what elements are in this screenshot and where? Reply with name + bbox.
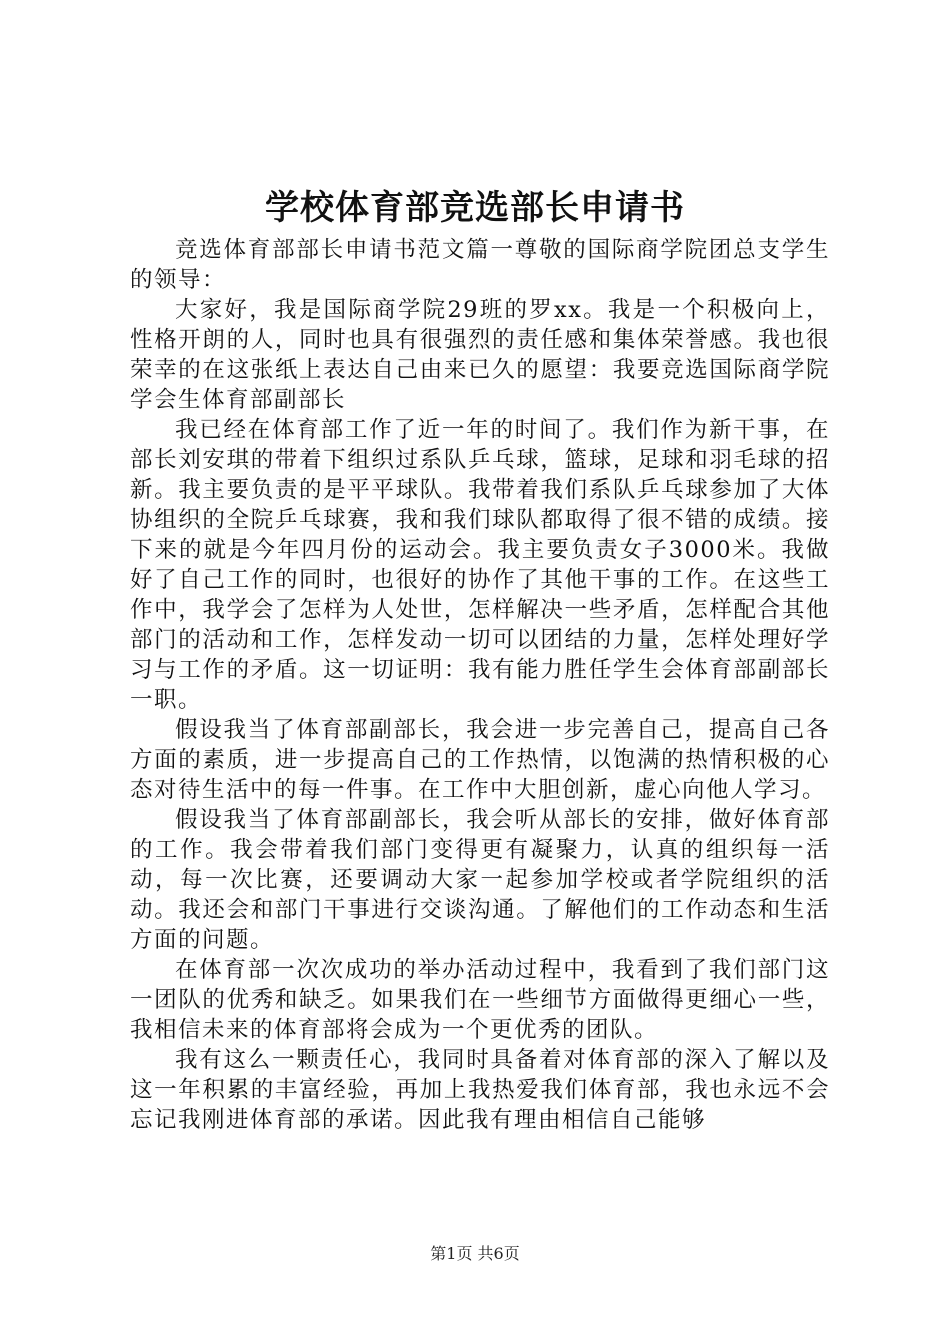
paragraph: 竞选体育部部长申请书范文篇一尊敬的国际商学院团总支学生的领导： xyxy=(130,237,830,293)
document-body xyxy=(130,235,830,1135)
paragraph: 假设我当了体育部副部长，我会进一步完善自己，提高自己各方面的素质，进一步提高自己的工作热情，以饱满的热情积极的心态对待生活中的每一件事。在工作中大胆创新，虚心向他人学习。 xyxy=(130,717,830,803)
paragraph: 我有这么一颗责任心，我同时具备着对体育部的深入了解以及这一年积累的丰富经验，再加上我热爱我们体育部，我也永远不会忘记我刚进体育部的承诺。因此我有理由相信自己能够 xyxy=(130,1047,830,1133)
document-title: 学校体育部竞选部长申请书 xyxy=(265,188,685,228)
paragraph: 在体育部一次次成功的举办活动过程中，我看到了我们部门这一团队的优秀和缺乏。如果我们在一些细节方面做得更细心一些，我相信未来的体育部将会成为一个更优秀的团队。 xyxy=(130,957,830,1043)
page-footer: 第1页 共6页 xyxy=(430,1244,520,1263)
paragraph: 假设我当了体育部副部长，我会听从部长的安排，做好体育部的工作。我会带着我们部门变得更有凝聚力，认真的组织每一活动，每一次比赛，还要调动大家一起参加学校或者学院组织的活动。我还会和部门干事进行交谈沟通。了解他们的工作动态和生活方面的问题。 xyxy=(130,807,830,953)
paragraph: 我已经在体育部工作了近一年的时间了。我们作为新干事，在部长刘安琪的带着下组织过系队乒乓球，篮球，足球和羽毛球的招新。我主要负责的是平平球队。我带着我们系队乒乓球参加了大体协组织的全院乒乓球赛，我和我们球队都取得了很不错的成绩。接下来的就是今年四月份的运动会。我主要负责女子3000米。我做好了自己工作的同时，也很好的协作了其他干事的工作。在这些工作中，我学会了怎样为人处世，怎样解决一些矛盾，怎样配合其他部门的活动和工作，怎样发动一切可以团结的力量，怎样处理好学习与工作的矛盾。这一切证明：我有能力胜任学生会体育部副部长一职。 xyxy=(130,417,830,713)
paragraph: 大家好，我是国际商学院29班的罗xx。我是一个积极向上，性格开朗的人，同时也具有很强烈的责任感和集体荣誉感。我也很荣幸的在这张纸上表达自己由来已久的愿望：我要竞选国际商学院学会生体育部副部长 xyxy=(130,297,830,413)
